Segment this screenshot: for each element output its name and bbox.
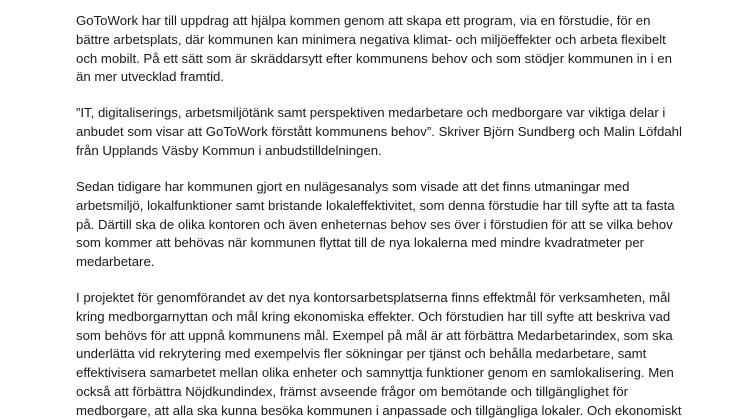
paragraph-1-line-1: GoToWork har till uppdrag att hjälpa kommen genom att skapa ett program, via en förstudie, för en	[76, 13, 651, 28]
paragraph-4-line-7: medborgare, att alla ska kunna besöka kommunen i anpassade och tillgängliga lokaler. Och ekonomiskt	[76, 402, 682, 418]
paragraph-2-line-1: ”IT, digitaliserings, arbetsmiljötänk samt perspektiven medarbetare och medborgare var viktiga delar i	[76, 105, 666, 120]
paragraph-1-line-2: bättre arbetsplats, där kommunen kan minimera negativa klimat- och miljöeffekter och arbeta flexibelt	[76, 31, 666, 47]
paragraph-3-line-2: arbetsmiljö, lokalfunktioner samt bristande lokaleffektivitet, som denna förstudie har till syfte att ta fasta	[76, 197, 675, 213]
paragraph-3-line-3: på. Därtill ska de olika kontoren och även enheternas behov ses över i förstudien för att se vilka behov	[76, 216, 673, 232]
paragraph-2-line-3: från Upplands Väsby Kommun i anbudstilldelningen.	[76, 142, 382, 158]
paragraph-3	[76, 178, 716, 272]
paragraph-4-line-4: underlätta vid rekrytering med exempelvis fler sökningar per tjänst och behålla medarbetare, samt	[76, 346, 647, 362]
paragraph-2	[76, 104, 716, 160]
paragraph-1-line-3: och mobilt. På ett sätt som är skräddarsytt efter kommunens behov och som stödjer kommunen in i en	[76, 50, 672, 66]
paragraph-4-line-1: I projektet för genomförandet av det nya kontorsarbetsplatserna finns effektmål för verksamheten, mål	[76, 290, 671, 305]
paragraph-4	[76, 289, 716, 419]
paragraph-1	[76, 12, 716, 87]
paragraph-4-line-5: effektivisera samarbetet mellan olika enheter och samnyttja funktioner genom en samlokalisering. Men	[76, 365, 674, 381]
paragraph-4-line-6: också att förbättra Nöjdkundindex, främst avseende frågor om bemötande och tillgänglighet för	[76, 383, 628, 399]
paragraph-4-line-2: kring medborgarnyttan och mål kring ekonomiska effekter. Och förstudien har till syfte att beskriva vad	[76, 308, 671, 324]
paragraph-1-line-4: än mer utvecklad framtid.	[76, 69, 225, 85]
paragraph-3-line-1: Sedan tidigare har kommunen gjort en nulägesanalys som visade att det finns utmaningar med	[76, 179, 630, 194]
paragraph-2-line-2: anbudet som visar att GoToWork förstått kommunens behov”. Skriver Björn Sundberg och Malin Löfdahl	[76, 123, 682, 139]
paragraph-3-line-4: som kommer att behövas när kommunen flyttat till de nya lokalerna med mindre kvadratmeter per	[76, 235, 645, 251]
paragraph-4-line-3: som behövs för att uppnå kommunens mål. Exempel på mål är att förbättra Medarbetarindex, som ska	[76, 327, 673, 343]
paragraph-3-line-5: medarbetare.	[76, 254, 155, 270]
